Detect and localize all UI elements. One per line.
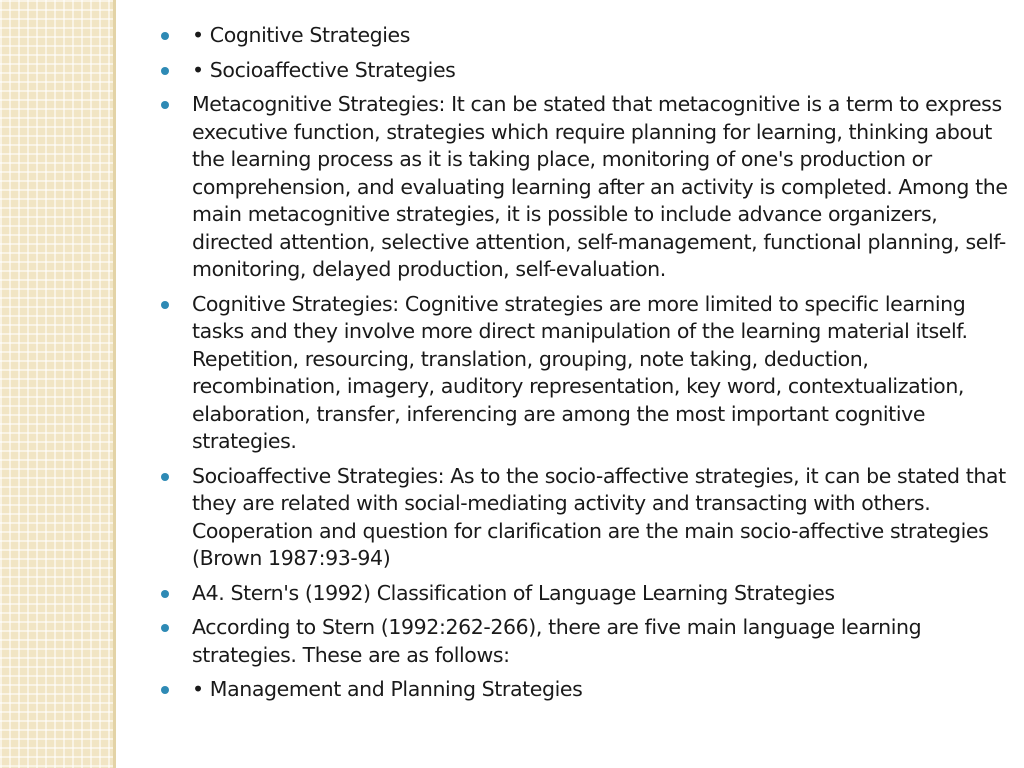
bullet-item-stern-classification bbox=[160, 580, 1020, 608]
bullet-text: Cognitive Strategies: Cognitive strategies are more limited to specific learning tasks and they involve more direct manipulation of the learning material itself. Repetition, resourcing, translation, grouping, note taking, deduction, recombination, imagery, auditory representation, key word, contextualization, elaboration, transfer, inferencing are among the most important cognitive strategies. bbox=[192, 291, 968, 453]
bullet-dot-icon bbox=[161, 301, 169, 309]
bullet-item-cognitive-definition bbox=[160, 291, 1020, 456]
bullet-item-stern-intro bbox=[160, 614, 1020, 669]
side-pattern-edge bbox=[113, 0, 116, 768]
bullet-dot-icon bbox=[161, 67, 169, 75]
bullet-item-socioaffective-definition bbox=[160, 463, 1020, 573]
bullet-dot-icon bbox=[161, 590, 169, 598]
bullet-dot-icon bbox=[161, 32, 169, 40]
bullet-dot-icon bbox=[161, 101, 169, 109]
bullet-text: • Management and Planning Strategies bbox=[192, 677, 583, 701]
bullet-text: • Socioaffective Strategies bbox=[192, 57, 456, 82]
decorative-side-pattern bbox=[0, 0, 113, 768]
bullet-item-metacognitive-definition bbox=[160, 91, 1020, 284]
bullet-text: Socioaffective Strategies: As to the socio-affective strategies, it can be stated that they are related with social-mediating activity and transacting with others. Cooperation and question for clarification are the main socio-affective strategies (Brown 1987:93-94) bbox=[192, 463, 1006, 570]
bullet-item-management-planning bbox=[160, 676, 1020, 704]
bullet-text: Metacognitive Strategies: It can be stated that metacognitive is a term to express executive function, strategies which require planning for learning, thinking about the learning process as it is taking place, monitoring of one's production or comprehension, and evaluating learning after an activity is completed. Among the main metacognitive strategies, it is possible to include advance organizers, directed attention, selective attention, self-management, functional planning, self-monitoring, delayed production, self-evaluation. bbox=[192, 92, 1008, 281]
bullet-dot-icon bbox=[161, 686, 169, 694]
bullet-text: According to Stern (1992:262-266), there are five main language learning strategies. These are as follows: bbox=[192, 615, 922, 667]
bullet-text: • Cognitive Strategies bbox=[192, 23, 411, 47]
bullet-text: A4. Stern's (1992) Classification of Language Learning Strategies bbox=[192, 580, 835, 605]
bullet-item-cognitive-heading bbox=[160, 22, 1020, 50]
bullet-dot-icon bbox=[161, 624, 169, 632]
bullet-dot-icon bbox=[161, 473, 169, 481]
slide-body bbox=[160, 22, 1020, 711]
bullet-list bbox=[160, 22, 1020, 704]
bullet-item-socioaffective-heading bbox=[160, 57, 1020, 85]
